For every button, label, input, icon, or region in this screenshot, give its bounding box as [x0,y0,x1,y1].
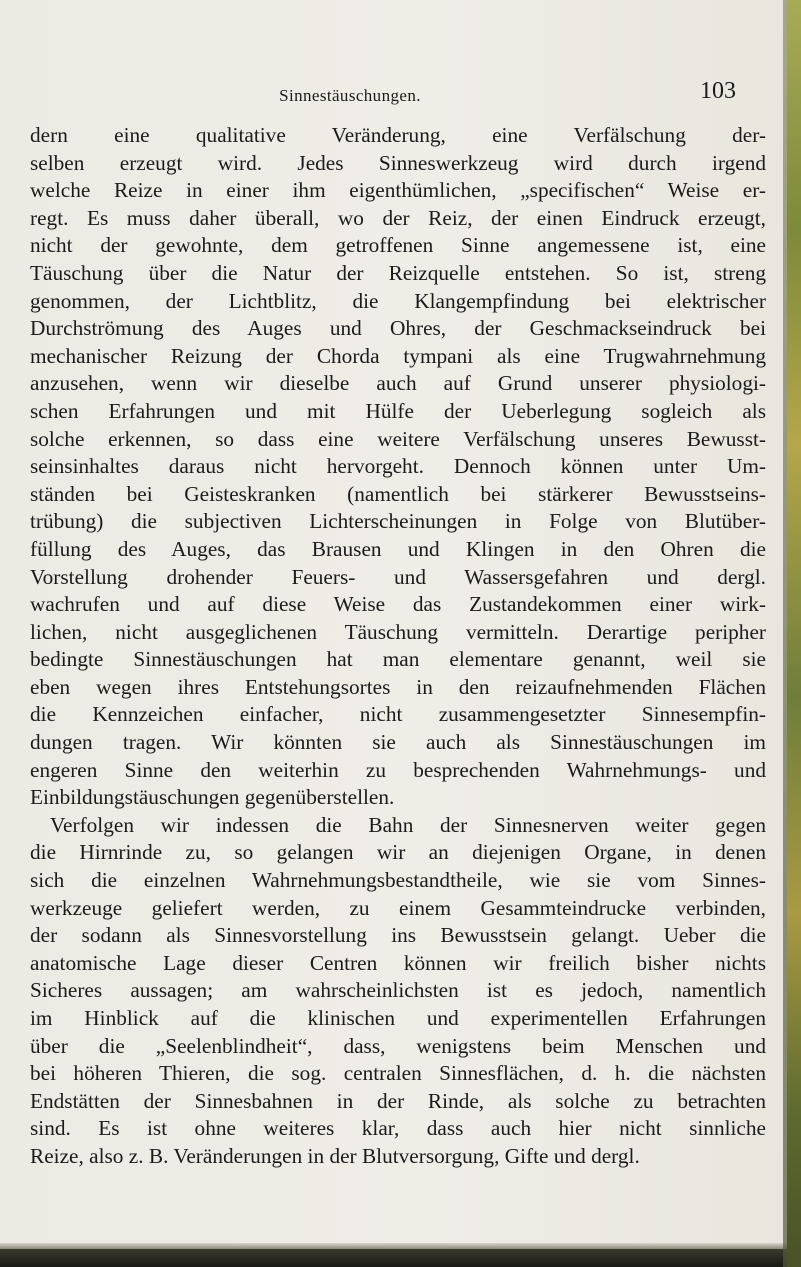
text-line: sich die einzelnen Wahrnehmungsbestandtheile, wie sie vom Sinnes- [30,868,766,893]
text-line: schen Erfahrungen und mit Hülfe der Ueberlegung sogleich als [30,398,766,423]
text-line: werkzeuge geliefert werden, zu einem Gesammteindrucke verbinden, [30,895,766,920]
text-line: Einbildungstäuschungen gegenüberstellen. [30,785,395,810]
text-line: dungen tragen. Wir könnten sie auch als Sinnestäuschungen im [30,730,766,755]
text-line: solche erkennen, so dass eine weitere Verfälschung unseres Bewusst- [30,426,766,451]
text-line: selben erzeugt wird. Jedes Sinneswerkzeug wird durch irgend [30,150,766,175]
text-line: die Kennzeichen einfacher, nicht zusammengesetzter Sinnesempfin- [30,702,766,727]
text-line: welche Reize in einer ihm eigenthümlichen, „specifischen“ Weise er- [30,178,766,203]
text-line: Endstätten der Sinnesbahnen in der Rinde, als solche zu betrachten [30,1088,766,1113]
text-line: bedingte Sinnestäuschungen hat man elementare genannt, weil sie [30,647,766,672]
text-line: Vorstellung drohender Feuers- und Wassersgefahren und dergl. [30,564,766,589]
page-number: 103 [700,78,736,104]
text-line: Durchströmung des Auges und Ohres, der Geschmackseindruck bei [30,316,766,341]
text-line: seinsinhaltes daraus nicht hervorgeht. Dennoch können unter Um- [30,454,766,479]
text-line: dern eine qualitative Veränderung, eine Verfälschung der- [30,123,766,147]
text-line: Sicheres aussagen; am wahrscheinlichsten ist es jedoch, namentlich [30,978,766,1003]
text-line: Verfolgen wir indessen die Bahn der Sinnesnerven weiter gegen [50,812,766,837]
text-line: anzusehen, wenn wir dieselbe auch auf Grund unserer physiologi- [30,371,766,396]
text-line: füllung des Auges, das Brausen und Klingen in den Ohren die [30,536,766,561]
text-line: über die „Seelenblindheit“, dass, wenigstens beim Menschen und [30,1033,766,1058]
text-line: wachrufen und auf diese Weise das Zustandekommen einer wirk- [30,592,766,617]
text-line: sind. Es ist ohne weiteres klar, dass auch hier nicht sinnliche [30,1116,766,1141]
text-line: nicht der gewohnte, dem getroffenen Sinne angemessene ist, eine [30,233,766,258]
book-cover-edge [787,0,801,1267]
text-line: eben wegen ihres Entstehungsortes in den reizaufnehmenden Flächen [30,674,766,699]
scan-bottom-border [0,1249,801,1267]
text-line: der sodann als Sinnesvorstellung ins Bewusstsein gelangt. Ueber die [30,923,766,948]
text-line: trübung) die subjectiven Lichterscheinungen in Folge von Blutüber- [30,509,766,534]
text-line: regt. Es muss daher überall, wo der Reiz, der einen Eindruck erzeugt, [30,205,766,230]
text-line: lichen, nicht ausgeglichenen Täuschung vermitteln. Derartige peripher [30,619,766,644]
text-line: mechanischer Reizung der Chorda tympani als eine Trugwahrnehmung [30,343,766,368]
running-title: Sinnestäuschungen. [279,86,421,105]
text-line: ständen bei Geisteskranken (namentlich bei stärkerer Bewusstseins- [30,481,766,506]
body-text [30,122,766,1171]
text-line: die Hirnrinde zu, so gelangen wir an diejenigen Organe, in denen [30,840,766,865]
text-line: genommen, der Lichtblitz, die Klangempfindung bei elektrischer [30,288,766,313]
text-line: anatomische Lage dieser Centren können wir freilich bisher nichts [30,950,766,975]
text-line: Täuschung über die Natur der Reizquelle entstehen. So ist, streng [30,260,766,285]
text-line: engeren Sinne den weiterhin zu besprechenden Wahrnehmungs- und [30,757,766,782]
text-line: im Hinblick auf die klinischen und experimentellen Erfahrungen [30,1006,766,1030]
text-line: bei höheren Thieren, die sog. centralen Sinnesflächen, d. h. die nächsten [30,1061,766,1086]
text-line: Reize, also z. B. Veränderungen in der Blutversorgung, Gifte und dergl. [30,1143,640,1168]
